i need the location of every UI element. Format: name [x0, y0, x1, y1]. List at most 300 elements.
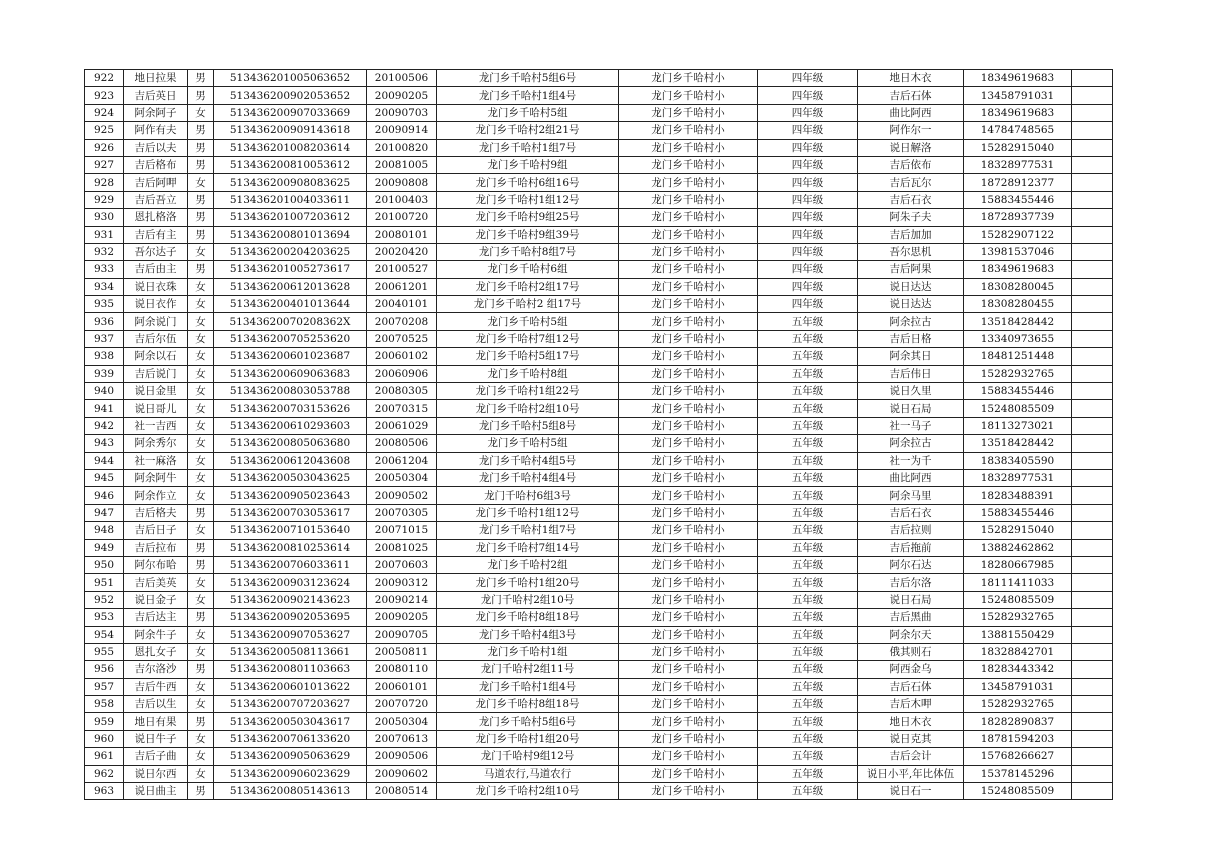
table-row	[85, 748, 1113, 765]
id-number-cell: 513436200805063680	[214, 435, 367, 452]
birth-date-cell: 20090205	[367, 87, 437, 104]
phone-number-cell: 18308280455	[964, 296, 1072, 313]
row-number-cell: 925	[85, 122, 124, 139]
school-cell: 龙门乡千哈村小	[619, 348, 758, 365]
row-number-cell: 940	[85, 383, 124, 400]
school-cell: 龙门乡千哈村小	[619, 400, 758, 417]
gender-cell: 男	[188, 713, 214, 730]
id-number-cell: 513436200805143613	[214, 783, 367, 800]
phone-number-cell: 15768266627	[964, 748, 1072, 765]
birth-date-cell: 20090914	[367, 122, 437, 139]
guardian-name-cell: 说日达达	[858, 296, 964, 313]
birth-date-cell: 20090705	[367, 626, 437, 643]
guardian-name-cell: 吉后瓦尔	[858, 174, 964, 191]
table-row	[85, 87, 1113, 104]
empty-cell	[1072, 122, 1113, 139]
empty-cell	[1072, 296, 1113, 313]
birth-date-cell: 20090312	[367, 574, 437, 591]
id-number-cell: 513436200204203625	[214, 243, 367, 260]
empty-cell	[1072, 765, 1113, 782]
student-name-cell: 吉后由主	[124, 261, 188, 278]
birth-date-cell: 20100820	[367, 139, 437, 156]
table-row	[85, 539, 1113, 556]
empty-cell	[1072, 539, 1113, 556]
birth-date-cell: 20061029	[367, 417, 437, 434]
row-number-cell: 936	[85, 313, 124, 330]
student-name-cell: 恩扎女子	[124, 643, 188, 660]
grade-cell: 四年级	[758, 243, 858, 260]
id-number-cell: 513436200601023687	[214, 348, 367, 365]
empty-cell	[1072, 435, 1113, 452]
empty-cell	[1072, 139, 1113, 156]
phone-number-cell: 18349619683	[964, 70, 1072, 87]
student-name-cell: 吉后英日	[124, 87, 188, 104]
grade-cell: 四年级	[758, 156, 858, 173]
address-cell: 龙门乡千哈村8组	[437, 365, 619, 382]
id-number-cell: 513436200909143618	[214, 122, 367, 139]
table-row	[85, 696, 1113, 713]
address-cell: 龙门乡千哈村5组17号	[437, 348, 619, 365]
grade-cell: 四年级	[758, 209, 858, 226]
address-cell: 龙门乡千哈村6组16号	[437, 174, 619, 191]
id-number-cell: 513436200902053652	[214, 87, 367, 104]
school-cell: 龙门乡千哈村小	[619, 122, 758, 139]
row-number-cell: 960	[85, 730, 124, 747]
address-cell: 龙门乡千哈村1组20号	[437, 574, 619, 591]
row-number-cell: 944	[85, 452, 124, 469]
gender-cell: 女	[188, 400, 214, 417]
address-cell: 龙门乡千哈村1组7号	[437, 522, 619, 539]
id-number-cell: 513436200905023643	[214, 487, 367, 504]
student-name-cell: 吉后牛西	[124, 678, 188, 695]
birth-date-cell: 20090205	[367, 609, 437, 626]
student-name-cell: 阿余牛子	[124, 626, 188, 643]
grade-cell: 五年级	[758, 365, 858, 382]
gender-cell: 男	[188, 209, 214, 226]
table-row	[85, 452, 1113, 469]
guardian-name-cell: 说日久里	[858, 383, 964, 400]
gender-cell: 女	[188, 765, 214, 782]
row-number-cell: 958	[85, 696, 124, 713]
address-cell: 龙门乡千哈村8组18号	[437, 696, 619, 713]
id-number-cell: 513436200907033669	[214, 104, 367, 121]
empty-cell	[1072, 713, 1113, 730]
birth-date-cell: 20090502	[367, 487, 437, 504]
row-number-cell: 952	[85, 591, 124, 608]
guardian-name-cell: 曲比阿西	[858, 469, 964, 486]
student-name-cell: 阿余作立	[124, 487, 188, 504]
id-number-cell: 513436200503043625	[214, 469, 367, 486]
grade-cell: 五年级	[758, 539, 858, 556]
row-number-cell: 928	[85, 174, 124, 191]
birth-date-cell: 20050304	[367, 713, 437, 730]
table-row	[85, 383, 1113, 400]
phone-number-cell: 18328842701	[964, 643, 1072, 660]
row-number-cell: 937	[85, 330, 124, 347]
school-cell: 龙门乡千哈村小	[619, 487, 758, 504]
student-name-cell: 阿尔布哈	[124, 556, 188, 573]
empty-cell	[1072, 348, 1113, 365]
gender-cell: 女	[188, 748, 214, 765]
student-name-cell: 吉后以生	[124, 696, 188, 713]
phone-number-cell: 15282932765	[964, 609, 1072, 626]
address-cell: 龙门乡千哈村1组12号	[437, 191, 619, 208]
table-row	[85, 730, 1113, 747]
address-cell: 龙门乡千哈村2组10号	[437, 783, 619, 800]
birth-date-cell: 20050811	[367, 643, 437, 660]
table-row	[85, 783, 1113, 800]
school-cell: 龙门乡千哈村小	[619, 383, 758, 400]
school-cell: 龙门乡千哈村小	[619, 730, 758, 747]
phone-number-cell: 18282890837	[964, 713, 1072, 730]
id-number-cell: 513436200902143623	[214, 591, 367, 608]
phone-number-cell: 15883455446	[964, 191, 1072, 208]
row-number-cell: 934	[85, 278, 124, 295]
school-cell: 龙门乡千哈村小	[619, 313, 758, 330]
table-row	[85, 313, 1113, 330]
phone-number-cell: 18283488391	[964, 487, 1072, 504]
grade-cell: 五年级	[758, 383, 858, 400]
row-number-cell: 933	[85, 261, 124, 278]
gender-cell: 男	[188, 70, 214, 87]
id-number-cell: 513436200906023629	[214, 765, 367, 782]
guardian-name-cell: 说日克其	[858, 730, 964, 747]
gender-cell: 男	[188, 661, 214, 678]
table-row	[85, 713, 1113, 730]
birth-date-cell: 20070305	[367, 504, 437, 521]
address-cell: 龙门千哈村6组3号	[437, 487, 619, 504]
address-cell: 龙门乡千哈村1组20号	[437, 730, 619, 747]
address-cell: 龙门乡千哈村5组	[437, 104, 619, 121]
grade-cell: 四年级	[758, 87, 858, 104]
grade-cell: 五年级	[758, 330, 858, 347]
student-name-cell: 说日曲主	[124, 783, 188, 800]
birth-date-cell: 20100403	[367, 191, 437, 208]
gender-cell: 女	[188, 174, 214, 191]
gender-cell: 男	[188, 122, 214, 139]
school-cell: 龙门乡千哈村小	[619, 522, 758, 539]
id-number-cell: 513436200503043617	[214, 713, 367, 730]
birth-date-cell: 20100506	[367, 70, 437, 87]
grade-cell: 五年级	[758, 783, 858, 800]
id-number-cell: 513436200706033611	[214, 556, 367, 573]
birth-date-cell: 20070525	[367, 330, 437, 347]
address-cell: 龙门乡千哈村2组	[437, 556, 619, 573]
birth-date-cell: 20070603	[367, 556, 437, 573]
id-number-cell: 513436200801013694	[214, 226, 367, 243]
gender-cell: 女	[188, 487, 214, 504]
address-cell: 龙门乡千哈村9组39号	[437, 226, 619, 243]
phone-number-cell: 13981537046	[964, 243, 1072, 260]
empty-cell	[1072, 783, 1113, 800]
row-number-cell: 957	[85, 678, 124, 695]
table-row	[85, 139, 1113, 156]
row-number-cell: 961	[85, 748, 124, 765]
empty-cell	[1072, 626, 1113, 643]
address-cell: 龙门乡千哈村2 组17号	[437, 296, 619, 313]
row-number-cell: 945	[85, 469, 124, 486]
row-number-cell: 941	[85, 400, 124, 417]
empty-cell	[1072, 748, 1113, 765]
guardian-name-cell: 地日木衣	[858, 70, 964, 87]
phone-number-cell: 13882462862	[964, 539, 1072, 556]
grade-cell: 四年级	[758, 122, 858, 139]
guardian-name-cell: 说日小平,年比体伍	[858, 765, 964, 782]
gender-cell: 男	[188, 539, 214, 556]
student-name-cell: 阿作有夫	[124, 122, 188, 139]
birth-date-cell: 20100720	[367, 209, 437, 226]
id-number-cell: 513436200810253614	[214, 539, 367, 556]
address-cell: 龙门乡千哈村1组7号	[437, 139, 619, 156]
address-cell: 龙门乡千哈村2组10号	[437, 400, 619, 417]
empty-cell	[1072, 383, 1113, 400]
school-cell: 龙门乡千哈村小	[619, 174, 758, 191]
phone-number-cell: 15378145296	[964, 765, 1072, 782]
address-cell: 龙门乡千哈村2组21号	[437, 122, 619, 139]
guardian-name-cell: 吉后石体	[858, 87, 964, 104]
phone-number-cell: 18308280045	[964, 278, 1072, 295]
empty-cell	[1072, 191, 1113, 208]
grade-cell: 五年级	[758, 400, 858, 417]
school-cell: 龙门乡千哈村小	[619, 278, 758, 295]
guardian-name-cell: 说日解洛	[858, 139, 964, 156]
address-cell: 龙门乡千哈村5组	[437, 435, 619, 452]
id-number-cell: 513436200905063629	[214, 748, 367, 765]
gender-cell: 女	[188, 452, 214, 469]
phone-number-cell: 18728912377	[964, 174, 1072, 191]
table-row	[85, 609, 1113, 626]
id-number-cell: 513436201008203614	[214, 139, 367, 156]
birth-date-cell: 20070208	[367, 313, 437, 330]
empty-cell	[1072, 400, 1113, 417]
table-row	[85, 661, 1113, 678]
gender-cell: 女	[188, 296, 214, 313]
address-cell: 龙门乡千哈村9组25号	[437, 209, 619, 226]
student-name-cell: 说日哥儿	[124, 400, 188, 417]
address-cell: 龙门乡千哈村5组8号	[437, 417, 619, 434]
student-name-cell: 吾尔达子	[124, 243, 188, 260]
phone-number-cell: 18781594203	[964, 730, 1072, 747]
phone-number-cell: 13458791031	[964, 678, 1072, 695]
empty-cell	[1072, 696, 1113, 713]
grade-cell: 四年级	[758, 104, 858, 121]
phone-number-cell: 18383405590	[964, 452, 1072, 469]
student-name-cell: 吉后格夫	[124, 504, 188, 521]
gender-cell: 女	[188, 574, 214, 591]
empty-cell	[1072, 661, 1113, 678]
table-row	[85, 400, 1113, 417]
school-cell: 龙门乡千哈村小	[619, 70, 758, 87]
student-name-cell: 吉后阿呷	[124, 174, 188, 191]
gender-cell: 女	[188, 313, 214, 330]
row-number-cell: 947	[85, 504, 124, 521]
row-number-cell: 938	[85, 348, 124, 365]
gender-cell: 女	[188, 330, 214, 347]
row-number-cell: 956	[85, 661, 124, 678]
phone-number-cell: 18728937739	[964, 209, 1072, 226]
row-number-cell: 963	[85, 783, 124, 800]
phone-number-cell: 15883455446	[964, 383, 1072, 400]
birth-date-cell: 20070315	[367, 400, 437, 417]
school-cell: 龙门乡千哈村小	[619, 243, 758, 260]
id-number-cell: 513436200610293603	[214, 417, 367, 434]
birth-date-cell: 20080305	[367, 383, 437, 400]
school-cell: 龙门乡千哈村小	[619, 104, 758, 121]
student-name-cell: 吉后拉布	[124, 539, 188, 556]
empty-cell	[1072, 469, 1113, 486]
gender-cell: 男	[188, 156, 214, 173]
school-cell: 龙门乡千哈村小	[619, 678, 758, 695]
birth-date-cell: 20080514	[367, 783, 437, 800]
table-row	[85, 70, 1113, 87]
empty-cell	[1072, 591, 1113, 608]
birth-date-cell: 20070613	[367, 730, 437, 747]
birth-date-cell: 20100527	[367, 261, 437, 278]
birth-date-cell: 20081005	[367, 156, 437, 173]
row-number-cell: 930	[85, 209, 124, 226]
phone-number-cell: 15282915040	[964, 139, 1072, 156]
address-cell: 龙门乡千哈村5组6号	[437, 713, 619, 730]
student-name-cell: 阿余阿子	[124, 104, 188, 121]
gender-cell: 男	[188, 556, 214, 573]
address-cell: 龙门乡千哈村1组4号	[437, 678, 619, 695]
phone-number-cell: 15282932765	[964, 365, 1072, 382]
id-number-cell: 513436200803053788	[214, 383, 367, 400]
id-number-cell: 513436200401013644	[214, 296, 367, 313]
birth-date-cell: 20090602	[367, 765, 437, 782]
table-row	[85, 104, 1113, 121]
birth-date-cell: 20061201	[367, 278, 437, 295]
gender-cell: 女	[188, 678, 214, 695]
grade-cell: 五年级	[758, 452, 858, 469]
student-name-cell: 吉后日子	[124, 522, 188, 539]
school-cell: 龙门乡千哈村小	[619, 591, 758, 608]
address-cell: 龙门乡千哈村1组22号	[437, 383, 619, 400]
school-cell: 龙门乡千哈村小	[619, 365, 758, 382]
grade-cell: 五年级	[758, 504, 858, 521]
table-row	[85, 626, 1113, 643]
school-cell: 龙门乡千哈村小	[619, 556, 758, 573]
grade-cell: 四年级	[758, 261, 858, 278]
guardian-name-cell: 吉后石衣	[858, 191, 964, 208]
table-row	[85, 469, 1113, 486]
id-number-cell: 513436200612043608	[214, 452, 367, 469]
birth-date-cell: 20071015	[367, 522, 437, 539]
birth-date-cell: 20061204	[367, 452, 437, 469]
table-row	[85, 330, 1113, 347]
school-cell: 龙门乡千哈村小	[619, 469, 758, 486]
grade-cell: 五年级	[758, 643, 858, 660]
birth-date-cell: 20090214	[367, 591, 437, 608]
phone-number-cell: 18283443342	[964, 661, 1072, 678]
school-cell: 龙门乡千哈村小	[619, 696, 758, 713]
table-row	[85, 122, 1113, 139]
empty-cell	[1072, 243, 1113, 260]
gender-cell: 女	[188, 522, 214, 539]
row-number-cell: 948	[85, 522, 124, 539]
phone-number-cell: 13518428442	[964, 435, 1072, 452]
grade-cell: 五年级	[758, 348, 858, 365]
gender-cell: 男	[188, 609, 214, 626]
guardian-name-cell: 吉后日格	[858, 330, 964, 347]
grade-cell: 四年级	[758, 174, 858, 191]
grade-cell: 五年级	[758, 661, 858, 678]
empty-cell	[1072, 313, 1113, 330]
guardian-name-cell: 阿余马里	[858, 487, 964, 504]
phone-number-cell: 18113273021	[964, 417, 1072, 434]
row-number-cell: 922	[85, 70, 124, 87]
birth-date-cell: 20060101	[367, 678, 437, 695]
phone-number-cell: 15883455446	[964, 504, 1072, 521]
phone-number-cell: 15248085509	[964, 783, 1072, 800]
birth-date-cell: 20060102	[367, 348, 437, 365]
guardian-name-cell: 说日石局	[858, 400, 964, 417]
guardian-name-cell: 阿朱子夫	[858, 209, 964, 226]
address-cell: 龙门乡千哈村7组12号	[437, 330, 619, 347]
id-number-cell: 51343620070208362X	[214, 313, 367, 330]
student-name-cell: 阿余说门	[124, 313, 188, 330]
guardian-name-cell: 吾尔思机	[858, 243, 964, 260]
empty-cell	[1072, 643, 1113, 660]
grade-cell: 四年级	[758, 139, 858, 156]
id-number-cell: 513436200508113661	[214, 643, 367, 660]
gender-cell: 女	[188, 643, 214, 660]
guardian-name-cell: 曲比阿西	[858, 104, 964, 121]
id-number-cell: 513436200903123624	[214, 574, 367, 591]
id-number-cell: 513436201005273617	[214, 261, 367, 278]
address-cell: 龙门乡千哈村6组	[437, 261, 619, 278]
id-number-cell: 513436201004033611	[214, 191, 367, 208]
school-cell: 龙门乡千哈村小	[619, 765, 758, 782]
grade-cell: 五年级	[758, 678, 858, 695]
address-cell: 龙门乡千哈村8组7号	[437, 243, 619, 260]
gender-cell: 男	[188, 139, 214, 156]
table-row	[85, 243, 1113, 260]
row-number-cell: 923	[85, 87, 124, 104]
guardian-name-cell: 社一为千	[858, 452, 964, 469]
school-cell: 龙门乡千哈村小	[619, 417, 758, 434]
phone-number-cell: 13458791031	[964, 87, 1072, 104]
grade-cell: 五年级	[758, 313, 858, 330]
student-name-cell: 阿余秀尔	[124, 435, 188, 452]
address-cell: 龙门乡千哈村1组12号	[437, 504, 619, 521]
row-number-cell: 929	[85, 191, 124, 208]
student-name-cell: 说日金里	[124, 383, 188, 400]
school-cell: 龙门乡千哈村小	[619, 435, 758, 452]
gender-cell: 男	[188, 783, 214, 800]
student-name-cell: 社一麻洛	[124, 452, 188, 469]
school-cell: 龙门乡千哈村小	[619, 609, 758, 626]
student-name-cell: 吉后美英	[124, 574, 188, 591]
grade-cell: 五年级	[758, 696, 858, 713]
id-number-cell: 513436200612013628	[214, 278, 367, 295]
row-number-cell: 924	[85, 104, 124, 121]
empty-cell	[1072, 504, 1113, 521]
phone-number-cell: 18349619683	[964, 104, 1072, 121]
school-cell: 龙门乡千哈村小	[619, 261, 758, 278]
phone-number-cell: 18328977531	[964, 156, 1072, 173]
gender-cell: 男	[188, 191, 214, 208]
student-name-cell: 阿余以石	[124, 348, 188, 365]
id-number-cell: 513436200703153626	[214, 400, 367, 417]
birth-date-cell: 20080110	[367, 661, 437, 678]
grade-cell: 五年级	[758, 417, 858, 434]
table-row	[85, 191, 1113, 208]
phone-number-cell: 13518428442	[964, 313, 1072, 330]
table-row	[85, 678, 1113, 695]
guardian-name-cell: 社一马子	[858, 417, 964, 434]
student-name-cell: 阿余阿牛	[124, 469, 188, 486]
